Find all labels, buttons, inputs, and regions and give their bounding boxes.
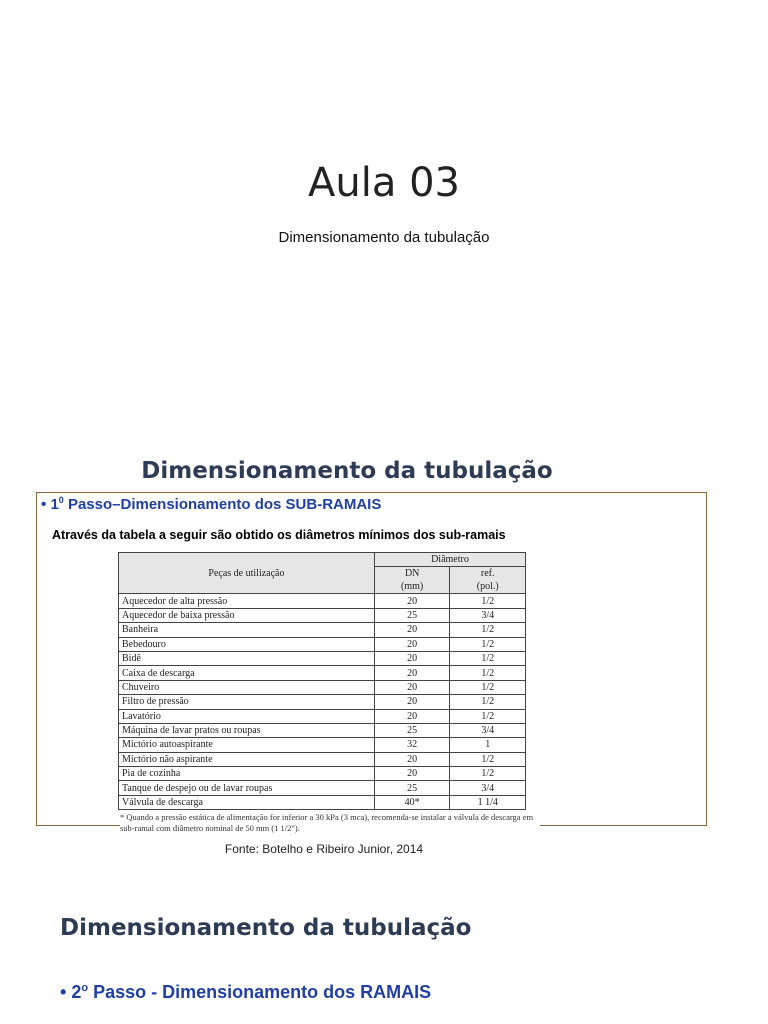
- row-ref: 1/2: [450, 637, 526, 651]
- row-item: Máquina de lavar pratos ou roupas: [119, 723, 375, 737]
- row-item: Mictório não aspirante: [119, 752, 375, 766]
- row-ref: 1/2: [450, 680, 526, 694]
- row-item: Bebedouro: [119, 637, 375, 651]
- row-ref: 1/2: [450, 709, 526, 723]
- bullet-dot: •: [41, 496, 47, 513]
- row-dn: 32: [374, 738, 450, 752]
- row-dn: 20: [374, 752, 450, 766]
- row-item: Aquecedor de baixa pressão: [119, 608, 375, 622]
- row-dn: 20: [374, 767, 450, 781]
- step-number: 1: [50, 496, 59, 513]
- table-row: [119, 695, 526, 709]
- row-dn: 20: [374, 709, 450, 723]
- row-dn: 20: [374, 623, 450, 637]
- row-dn: 20: [374, 695, 450, 709]
- table-row: [119, 723, 526, 737]
- row-dn: 25: [374, 608, 450, 622]
- table-row: [119, 623, 526, 637]
- row-ref: 1: [450, 738, 526, 752]
- table-row: [119, 781, 526, 795]
- bullet-dot: •: [60, 982, 67, 1002]
- row-ref: 1/2: [450, 695, 526, 709]
- row-dn: 40*: [374, 795, 450, 809]
- slide1-subtitle: Dimensionamento da tubulação: [278, 229, 490, 246]
- step-text: Passo–Dimensionamento dos SUB-RAMAIS: [63, 496, 382, 513]
- row-dn: 25: [374, 723, 450, 737]
- table-row: [119, 795, 526, 809]
- header-dn: DN (mm): [374, 567, 450, 594]
- source-citation: Fonte: Botelho e Ribeiro Junior, 2014: [224, 842, 424, 856]
- header-ref: ref. (pol.): [450, 567, 526, 594]
- row-item: Válvula de descarga: [119, 795, 375, 809]
- table-row: [119, 709, 526, 723]
- row-ref: 3/4: [450, 781, 526, 795]
- step-text: Passo - Dimensionamento dos RAMAIS: [88, 982, 432, 1002]
- step-number: 2: [71, 982, 82, 1002]
- table-footnote: * Quando a pressão estática de alimentação for inferior a 30 kPa (3 mca), recomenda-se instalar a válvula de descarga em sub-ramal com diâmetro nominal de 50 mm (1 1/2").: [120, 812, 540, 834]
- step-superscript: o: [81, 982, 89, 994]
- step2-bullet: [60, 982, 431, 1003]
- row-dn: 20: [374, 680, 450, 694]
- slide2-title: Dimensionamento da tubulação: [141, 458, 553, 484]
- row-item: Filtro de pressão: [119, 695, 375, 709]
- row-item: Bidê: [119, 651, 375, 665]
- row-dn: 20: [374, 651, 450, 665]
- table-row: [119, 752, 526, 766]
- row-dn: 25: [374, 781, 450, 795]
- row-ref: 1/2: [450, 666, 526, 680]
- row-item: Aquecedor de alta pressão: [119, 594, 375, 608]
- header-diameter: Diâmetro: [374, 553, 525, 567]
- row-ref: 3/4: [450, 608, 526, 622]
- row-ref: 1/2: [450, 752, 526, 766]
- table-row: [119, 666, 526, 680]
- row-item: Lavatório: [119, 709, 375, 723]
- row-item: Pia de cozinha: [119, 767, 375, 781]
- row-ref: 1/2: [450, 767, 526, 781]
- step1-bullet: [41, 495, 381, 513]
- table-row: [119, 594, 526, 608]
- diameter-table: [118, 552, 526, 810]
- table-row: [119, 680, 526, 694]
- header-item: Peças de utilização: [119, 553, 375, 594]
- row-ref: 1/2: [450, 651, 526, 665]
- table-body: [119, 594, 526, 810]
- row-item: Chuveiro: [119, 680, 375, 694]
- row-dn: 20: [374, 594, 450, 608]
- row-ref: 3/4: [450, 723, 526, 737]
- table-row: [119, 651, 526, 665]
- row-item: Banheira: [119, 623, 375, 637]
- row-ref: 1 1/4: [450, 795, 526, 809]
- slide1-title: Aula 03: [308, 160, 460, 206]
- table-row: [119, 738, 526, 752]
- table-row: [119, 637, 526, 651]
- row-dn: 20: [374, 666, 450, 680]
- table-row: [119, 767, 526, 781]
- diameter-table-container: [118, 552, 528, 810]
- slide3-title: Dimensionamento da tubulação: [60, 915, 472, 941]
- row-item: Tanque de despejo ou de lavar roupas: [119, 781, 375, 795]
- row-ref: 1/2: [450, 623, 526, 637]
- row-item: Mictório autoaspirante: [119, 738, 375, 752]
- table-row: [119, 608, 526, 622]
- row-dn: 20: [374, 637, 450, 651]
- row-ref: 1/2: [450, 594, 526, 608]
- step-superscript: 0: [58, 495, 64, 505]
- row-item: Caixa de descarga: [119, 666, 375, 680]
- intro-text: Através da tabela a seguir são obtido os diâmetros mínimos dos sub-ramais: [52, 528, 506, 542]
